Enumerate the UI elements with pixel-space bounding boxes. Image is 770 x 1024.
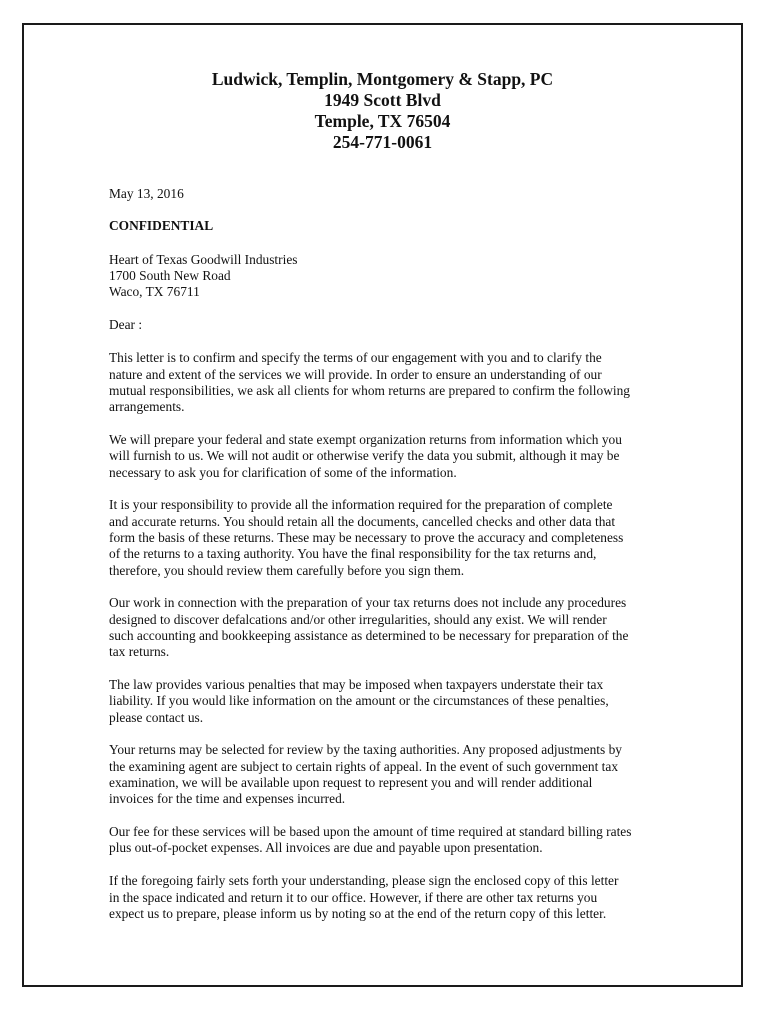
paragraph-responsibility: It is your responsibility to provide all the information required for the preparation of complete and accurate returns. You should retain all the documents, cancelled checks and other data that form the basis of these returns. These may be necessary to prove the accuracy and completeness of the returns to a taxing authority. You have the final responsibility for the tax returns and, therefore, you should review them carefully before you sign them.	[109, 497, 624, 578]
paragraph-engagement: This letter is to confirm and specify the terms of our engagement with you and to clarify the nature and extent of the services we will provide. In order to ensure an understanding of our mutual responsibilities, we ask all clients for whom returns are prepared to confirm the following arrangements.	[109, 350, 630, 415]
paragraph-preparation: We will prepare your federal and state exempt organization returns from information which you will furnish to us. We will not audit or otherwise verify the data you submit, although it may be necessary to ask you for clarification of some of the information.	[109, 431, 622, 480]
firm-name: Ludwick, Templin, Montgomery & Stapp, PC	[211, 69, 554, 89]
salutation: Dear :	[109, 317, 143, 333]
page-frame	[22, 23, 743, 987]
recipient-name: Heart of Texas Goodwill Industries	[109, 251, 298, 267]
recipient-street: 1700 South New Road	[109, 267, 231, 283]
firm-phone: 254-771-0061	[332, 132, 433, 152]
paragraph-penalties: The law provides various penalties that may be imposed when taxpayers understate their tax liability. If you would like information on the amount or the circumstances of these penalties, please contact us.	[109, 677, 609, 725]
paragraph-fees: Our fee for these services will be based upon the amount of time required at standard billing rates plus out-of-pocket expenses. All invoices are due and payable upon presentation.	[109, 824, 632, 856]
paragraph-confirmation: If the foregoing fairly sets forth your understanding, please sign the enclosed copy of this letter in the space indicated and return it to our office. However, if there are other tax returns you expect us to prepare, please inform us by noting so at the end of the return copy of this letter.	[109, 873, 619, 921]
letterhead	[24, 69, 741, 153]
firm-city-state-zip: Temple, TX 76504	[314, 111, 451, 131]
letter-body	[109, 186, 669, 922]
recipient-city-state-zip: Waco, TX 76711	[109, 284, 200, 300]
paragraph-review: Your returns may be selected for review by the taxing authorities. Any proposed adjustments by the examining agent are subject to certain rights of appeal. In the event of such government tax examination, we will be available upon request to represent you and will render additional invoices for the time and expenses incurred.	[109, 742, 622, 807]
paragraph-procedures: Our work in connection with the preparation of your tax returns does not include any procedures designed to discover defalcations and/or other irregularities, should any exist. We will render such accounting and bookkeeping assistance as determined to be necessary for preparation of the tax returns.	[109, 595, 629, 660]
recipient-address	[109, 252, 669, 301]
letter-date: May 13, 2016	[109, 186, 184, 201]
firm-street: 1949 Scott Blvd	[324, 90, 441, 110]
confidential-label: CONFIDENTIAL	[109, 218, 214, 234]
